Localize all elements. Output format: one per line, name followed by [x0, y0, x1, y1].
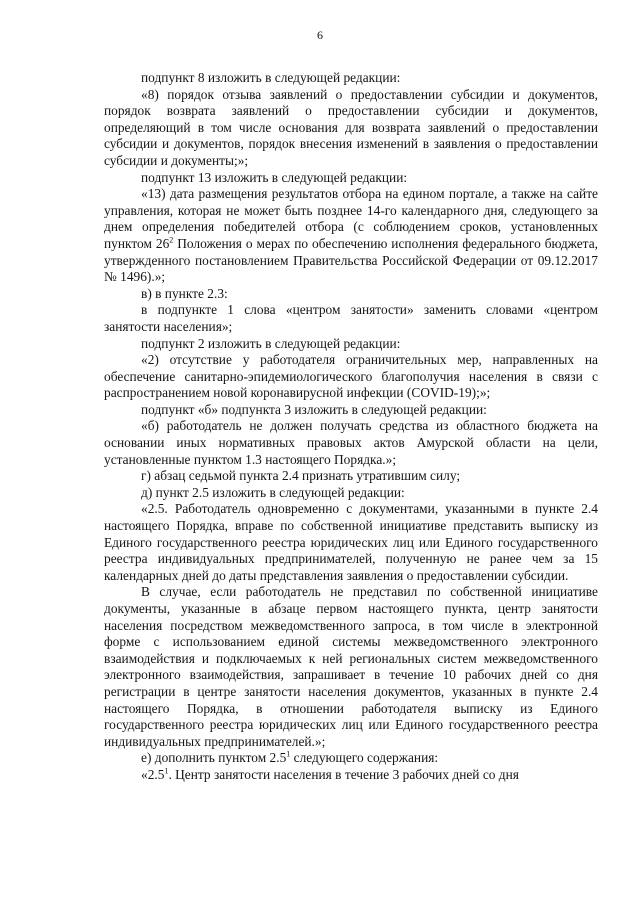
- paragraph: в подпункте 1 слова «центром занятости» заменить словами «центром занятости населения»;: [104, 302, 598, 334]
- paragraph: «2) отсутствие у работодателя ограничительных мер, направленных на обеспечение санитарно-эпидемиологического благополучия населения в связи с распространением новой коронавирусной инфекции (COVID-19);»;: [104, 352, 598, 401]
- paragraph-text: «2.5: [141, 766, 165, 782]
- superscript: 1: [286, 749, 291, 759]
- paragraph: [104, 750, 598, 767]
- superscript: 2: [169, 235, 174, 245]
- document-body: [104, 70, 598, 784]
- paragraph: подпункт 2 изложить в следующей редакции:: [141, 335, 401, 351]
- paragraph-text: Положения о мерах по обеспечению исполнения федерального бюджета, утвержденного постановлением Правительства Российской Федерации от 09.12.2017 № 1496).»;: [104, 235, 598, 285]
- paragraph: д) пункт 2.5 изложить в следующей редакции:: [141, 484, 405, 500]
- paragraph: подпункт 8 изложить в следующей редакции:: [141, 70, 401, 85]
- paragraph: г) абзац седьмой пункта 2.4 признать утратившим силу;: [141, 468, 461, 484]
- paragraph-text: е) дополнить пунктом 2.5: [141, 750, 287, 766]
- paragraph: подпункт «б» подпункта 3 изложить в следующей редакции:: [141, 401, 487, 417]
- paragraph: в) в пункте 2.3:: [141, 285, 228, 301]
- paragraph: «б) работодатель не должен получать средства из областного бюджета на основании иных нормативных правовых актов Амурской области на цели, установленные пунктом 1.3 настоящего Порядка.»;: [104, 418, 598, 467]
- paragraph-text: «13) дата размещения результатов отбора на едином портале, а также на сайте управления, которая не может быть позднее 14-го календарного дня, следующего за днем определения победителей отбора (с соблюдением сроков, установленных пунктом 26: [104, 186, 598, 251]
- paragraph: В случае, если работодатель не представил по собственной инициативе документы, указанные в абзаце первом настоящего пункта, центр занятости населения посредством межведомственного запроса, в том числе в электронной форме с использованием единой системы межведомственного электронного взаимодействия и подключаемых к ней региональных систем межведомственного электронного взаимодействия, запрашивает в течение 10 рабочих дней со дня регистрации в центре занятости населения документов, указанных в пункте 2.4 настоящего Порядка, в отношении работодателя выписку из Единого государственного реестра юридических лиц или Единого государственного реестра индивидуальных предпринимателей.»;: [104, 584, 598, 749]
- page-number: 6: [317, 28, 323, 42]
- paragraph: [104, 186, 598, 286]
- paragraph-text: . Центр занятости населения в течение 3 рабочих дней со дня: [168, 766, 519, 782]
- paragraph: подпункт 13 изложить в следующей редакции:: [141, 169, 408, 185]
- paragraph: [104, 767, 598, 784]
- paragraph: «2.5. Работодатель одновременно с документами, указанными в пункте 2.4 настоящего Порядка, вправе по собственной инициативе представить выписку из Единого государственного реестра юридических лиц или Единого государственного реестра индивидуальных предпринимателей, полученную не ранее чем за 15 календарных дней до даты представления заявления о предоставлении субсидии.: [104, 501, 598, 583]
- paragraph-text: следующего содержания:: [290, 750, 439, 766]
- superscript: 1: [164, 766, 169, 776]
- paragraph: «8) порядок отзыва заявлений о предоставлении субсидии и документов, порядок возврата заявлений о предоставлении субсидии и документов, определяющий в том числе основания для возврата заявлений о предоставлении субсидии и документов, порядок внесения изменений в заявления о предоставлении субсидии и документы;»;: [104, 86, 598, 168]
